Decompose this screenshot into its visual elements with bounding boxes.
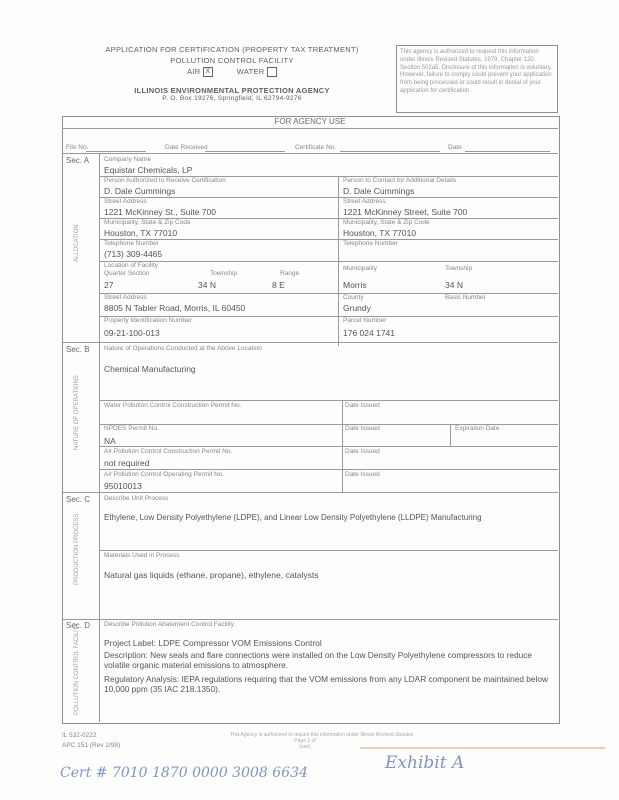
city-label: Municipality, State & Zip Code — [104, 219, 191, 226]
agency-address: P. O. Box 19276, Springfield, IL 62794-9276 — [162, 95, 302, 103]
apc-operating[interactable]: 95010013 — [104, 481, 142, 491]
materials[interactable]: Natural gas liquids (ethane, propane), ethylene, catalysts — [104, 570, 319, 580]
apo-date-label: Date Issued — [345, 471, 380, 478]
header-line2: POLLUTION CONTROL FACILITY — [170, 56, 294, 65]
date-label: Date — [448, 144, 462, 151]
city2[interactable]: Houston, TX 77010 — [343, 228, 417, 238]
certified-mail-handwriting: Cert # 7010 1870 0000 3008 6634 — [60, 765, 308, 781]
township2-label: Township — [445, 265, 473, 272]
agency-use-title: FOR AGENCY USE — [274, 117, 346, 126]
materials-label: Materials Used in Process — [104, 552, 180, 559]
sec-c-side-label: PRODUCTION PROCESS — [74, 513, 80, 585]
phone-label: Telephone Number — [104, 240, 159, 247]
county-label: County — [343, 294, 364, 301]
municipality[interactable]: Morris — [343, 280, 367, 290]
quarter-section-label: Quarter Section — [104, 270, 150, 277]
authorized-label: Person Authorized to Receive Certification — [104, 177, 226, 184]
unit-process[interactable]: Ethylene, Low Density Polyethylene (LDPE), and Linear Low Density Polyethylene (LLDPE) Manufacturing — [104, 513, 482, 522]
street-address[interactable]: 1221 McKinney St., Suite 700 — [104, 207, 216, 217]
wpc-permit-label: Water Pollution Control Construction Permit No. — [104, 402, 242, 409]
county[interactable]: Grundy — [343, 303, 371, 313]
nature-of-operations[interactable]: Chemical Manufacturing — [104, 364, 196, 374]
city[interactable]: Houston, TX 77010 — [104, 228, 178, 238]
certificate-no-label: Certificate No. — [295, 144, 337, 151]
sec-d-label: Sec. D — [66, 621, 91, 630]
sec-d-side-label: POLLUTION CONTROL FACILITY — [74, 622, 80, 715]
municipality-label: Municipality — [343, 265, 377, 272]
header-line1: APPLICATION FOR CERTIFICATION (PROPERTY TAX TREATMENT) — [105, 45, 359, 54]
npdes-exp-label: Expiration Date — [455, 425, 500, 432]
npdes-date-label: Date Issued — [345, 425, 380, 432]
footer-center: This Agency is authorized to require this information under Illinois Revised Statutes Page 1 of (see) — [230, 732, 414, 750]
sec-a-label: Sec. A — [66, 156, 90, 165]
date-received-label: Date Received — [165, 144, 208, 151]
street2-label: Street Address — [343, 198, 386, 205]
sec-c-label: Sec. C — [66, 495, 91, 504]
form-number: IL 532-0222 — [62, 732, 97, 739]
regulatory-analysis[interactable]: Regulatory Analysis: IEPA regulations requiring that the VOM emissions from any LDAR component be maintained below 10,000 ppm (35 IAC 218.1350). — [104, 674, 548, 694]
township-label: Township — [210, 270, 238, 277]
sec-b-side-label: NATURE OF OPERATIONS — [74, 375, 80, 450]
city2-label: Municipality, State & Zip Code — [343, 219, 430, 226]
range[interactable]: 8 E — [272, 280, 285, 290]
pin-label: Property Identification Number — [104, 317, 192, 324]
water-label: WATER — [236, 67, 265, 76]
agency-name: ILLINOIS ENVIRONMENTAL PROTECTION AGENCY — [134, 86, 330, 96]
apc-date-label: Date Issued — [345, 448, 380, 455]
exhibit-handwriting: Exhibit A — [385, 753, 465, 773]
phone[interactable]: (713) 309-4465 — [104, 249, 163, 259]
contact-person[interactable]: D. Dale Cummings — [343, 186, 415, 196]
project-label[interactable]: Project Label: LDPE Compressor VOM Emissions Control — [104, 638, 322, 648]
location-label: Location of Facility — [104, 262, 158, 269]
basic-number-label: Basic Number — [445, 294, 486, 301]
apc-operating-label: Air Pollution Control Operating Permit No. — [104, 471, 225, 478]
nature-label: Nature of Operations Conducted at the Above Location — [104, 345, 262, 352]
parcel[interactable]: 176 024 1741 — [343, 328, 395, 338]
header-media — [82, 67, 382, 77]
air-label: AIR — [187, 67, 201, 76]
phone2-label: Telephone Number — [343, 240, 398, 247]
pin[interactable]: 09-21-100-013 — [104, 328, 160, 338]
air-checkbox[interactable]: X — [203, 67, 213, 77]
apc-construction-label: Air Pollution Control Construction Permit No. — [104, 448, 233, 455]
facility-street-label: Street Address — [104, 294, 147, 301]
sec-a-side-label: ALLOCATION — [74, 224, 80, 262]
process-label: Describe Unit Process — [104, 495, 169, 502]
describe-control-label: Describe Pollution Abatement Control Facility — [104, 621, 235, 628]
npdes-label: NPDES Permit No. — [104, 425, 159, 432]
privacy-notice: This agency is authorized to request this information under Illinois Revised Statutes, 1979, Chapter 120, Section 502a5. Disclosure of this information is voluntary. However, failure to comply could prevent your application from being processed or could result in denial of your application for certification. — [396, 45, 558, 113]
form-header — [82, 45, 382, 102]
parcel-label: Parcel Number — [343, 317, 387, 324]
apc-construction[interactable]: not required — [104, 458, 150, 468]
authorized-person[interactable]: D. Dale Cummings — [104, 186, 176, 196]
range-label: Range — [280, 270, 300, 277]
company-name[interactable]: Equistar Chemicals, LP — [104, 165, 193, 175]
company-name-label: Company Name — [104, 156, 151, 163]
water-checkbox[interactable] — [267, 67, 277, 77]
sec-b-label: Sec. B — [66, 345, 90, 354]
contact-label: Person to Contact for Additional Details — [343, 177, 457, 184]
npdes-number[interactable]: NA — [104, 436, 116, 446]
project-description[interactable]: Description: New seals and flare connections were installed on the Low Density Polyethylene compressors to reduce volatile organic material emissions to atmosphere. — [104, 650, 532, 670]
street-label: Street Address — [104, 198, 147, 205]
file-no-label: File No. — [66, 144, 89, 151]
township[interactable]: 34 N — [198, 280, 216, 290]
street2-address[interactable]: 1221 McKinney Street, Suite 700 — [343, 207, 468, 217]
wpc-date-label: Date Issued — [345, 402, 380, 409]
form-revision: APC 151 (Rev 2/98) — [62, 742, 121, 749]
township2[interactable]: 34 N — [445, 280, 463, 290]
quarter-section[interactable]: 27 — [104, 280, 114, 290]
facility-street[interactable]: 8805 N Tabler Road, Morris, IL 60450 — [104, 303, 246, 313]
